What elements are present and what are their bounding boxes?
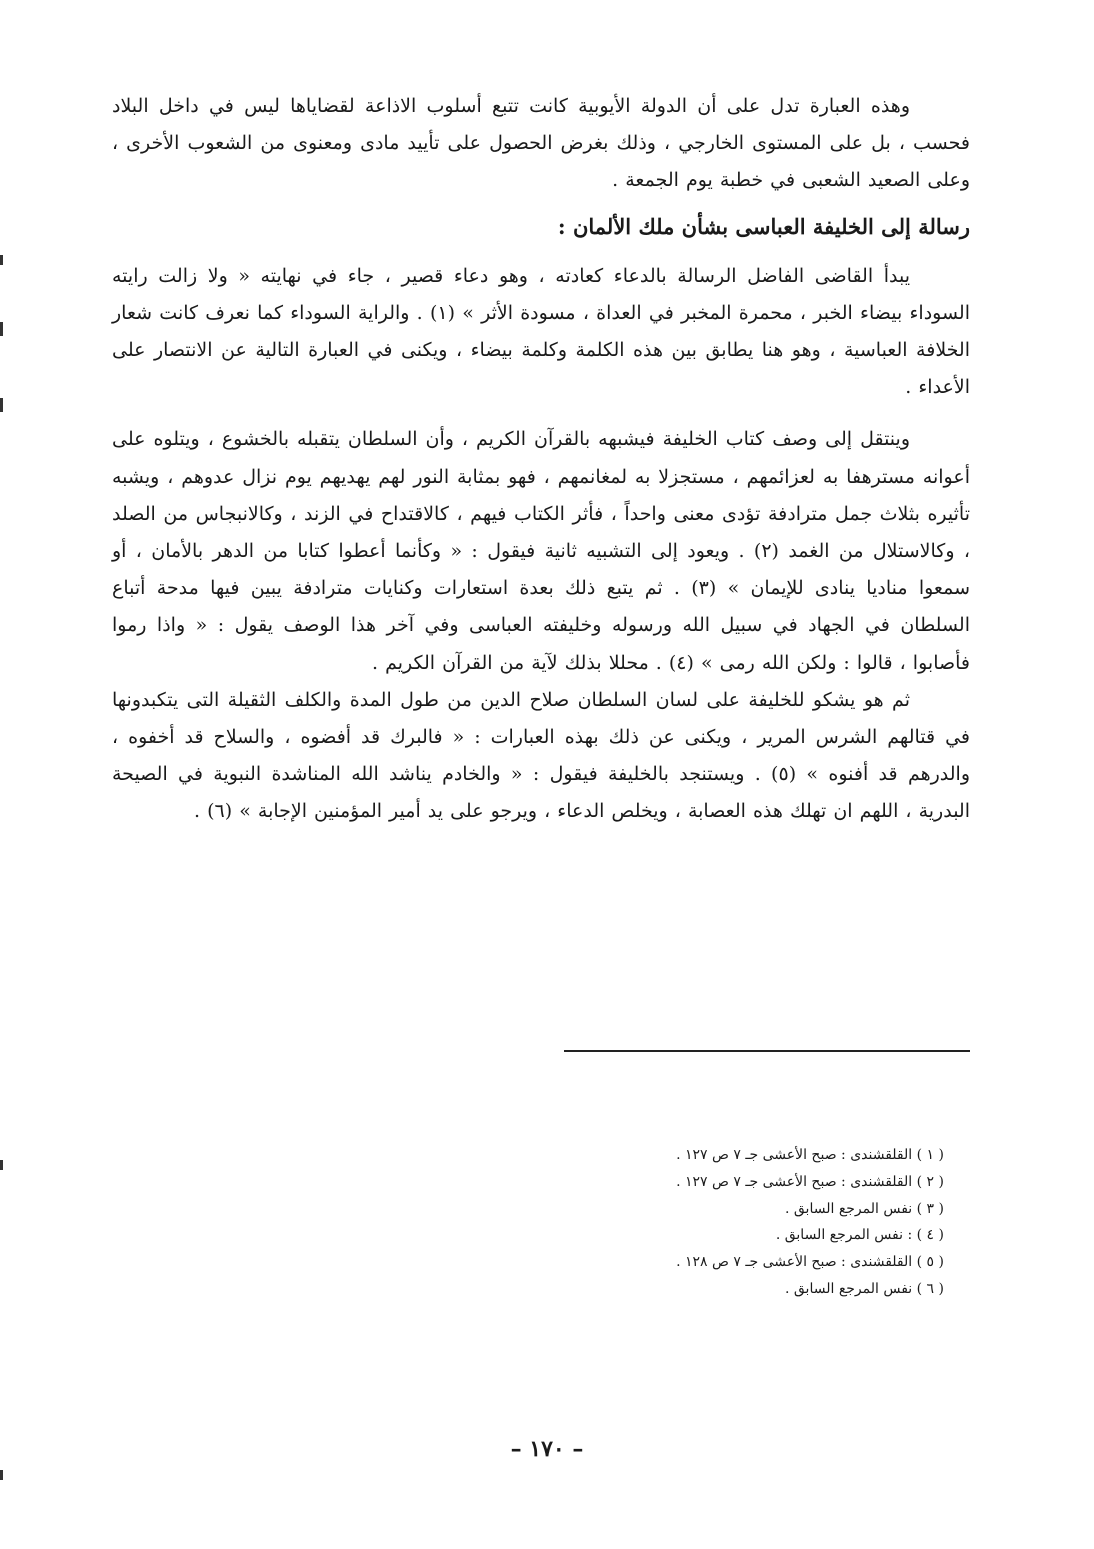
footnote-2: ( ٢ ) القلقشندى : صبح الأعشى جـ ٧ ص ١٢٧ .: [676, 1173, 944, 1190]
footnote-6: ( ٦ ) نفس المرجع السابق .: [784, 1280, 944, 1297]
paragraph-complaint: ثم هو يشكو للخليفة على لسان السلطان صلاح الدين من طول المدة والكلف الثقيلة التى يتكبدونها في قتالهم الشرس المرير ، ويكنى عن ذلك بهذه العبارات : « فالبرك قد أفضوه ، والسلاح قد أخفوه ، والدرهم قد أفنوه » (٥) . ويستنجد بالخليفة فيقول : « والخادم يناشد الله المناشدة النبوية في الصيحة البدرية ، اللهم ان تهلك هذه العصابة ، ويخلص الدعاء ، ويرجو على يد أمير المؤمنين الإجابة » (٦) .: [112, 688, 970, 823]
section-heading: رسالة إلى الخليفة العباسى بشأن ملك الألمان :: [557, 213, 970, 239]
footnote-1: ( ١ ) القلقشندى : صبح الأعشى جـ ٧ ص ١٢٧ .: [676, 1147, 944, 1163]
scan-margin-mark: [0, 255, 3, 265]
paragraph-opening: يبدأ القاضى الفاضل الرسالة بالدعاء كعادته ، وهو دعاء قصير ، جاء في نهايته « ولا زالت رايته السوداء بيضاء الخبر ، محمرة المخبر في العداة ، مسودة الأثر » (١) . والراية السوداء كما نعرف كانت شعار الخلافة العباسية ، وهو هنا يطابق بين هذه الكلمة وكلمة بيضاء ، ويكنى في العبارة التالية عن الانتصار على الأعداء .: [112, 264, 970, 399]
paragraph-intro: وهذه العبارة تدل على أن الدولة الأيوبية كانت تتبع أسلوب الاذاعة لقضاياها ليس في داخل البلاد فحسب ، بل على المستوى الخارجي ، وذلك بغرض الحصول على تأييد مادى ومعنوى من الشعوب الأخرى ، وعلى الصعيد الشعبى في خطبة يوم الجمعة .: [112, 95, 970, 192]
paragraph-book-description: وينتقل إلى وصف كتاب الخليفة فيشبهه بالقرآن الكريم ، وأن السلطان يتقبله بالخشوع ، ويتلوه على أعوانه مسترهفا به لعزائمهم ، مستجزلا به لمغانمهم ، فهو بمثابة النور لهم يهديهم يوم نزال عدوهم ، ويشبه تأثيره بثلاث جمل مترادفة تؤدى معنى واحداً ، فأثر الكتاب فيهم ، كالاقتداح في الزند ، وكالانبجاس من الصلد ، وكالاستلال من الغمد (٢) . ويعود إلى التشبيه ثانية فيقول : « وكأنما أعطوا كتابا من الدهر بالأمان ، أو سمعوا مناديا ينادى للإيمان » (٣) . ثم يتبع ذلك بعدة استعارات وكنايات مترادفة يبين فيها مدحة أتباع السلطان في الجهاد في سبيل الله ورسوله وخليفته العباسى وفي آخر هذا الوصف يقول : « واذا رموا فأصابوا ، قالوا : ولكن الله رمى » (٤) . محللا بذلك لآية من القرآن الكريم .: [112, 428, 970, 674]
footnote-4: ( ٤ ) : نفس المرجع السابق .: [775, 1227, 944, 1244]
scan-margin-mark: [0, 1160, 3, 1170]
scan-margin-mark: [0, 1470, 3, 1480]
footnote-5: ( ٥ ) القلقشندى : صبح الأعشى جـ ٧ ص ١٢٨ .: [676, 1254, 944, 1271]
scan-margin-mark: [0, 322, 3, 336]
page-body: [112, 88, 970, 831]
page-number: – ١٧٠ –: [510, 1436, 584, 1462]
footnote-separator: [564, 1050, 970, 1052]
footnotes: [444, 1142, 944, 1303]
scan-margin-mark: [0, 398, 3, 412]
footnote-3: ( ٣ ) نفس المرجع السابق .: [784, 1200, 944, 1217]
